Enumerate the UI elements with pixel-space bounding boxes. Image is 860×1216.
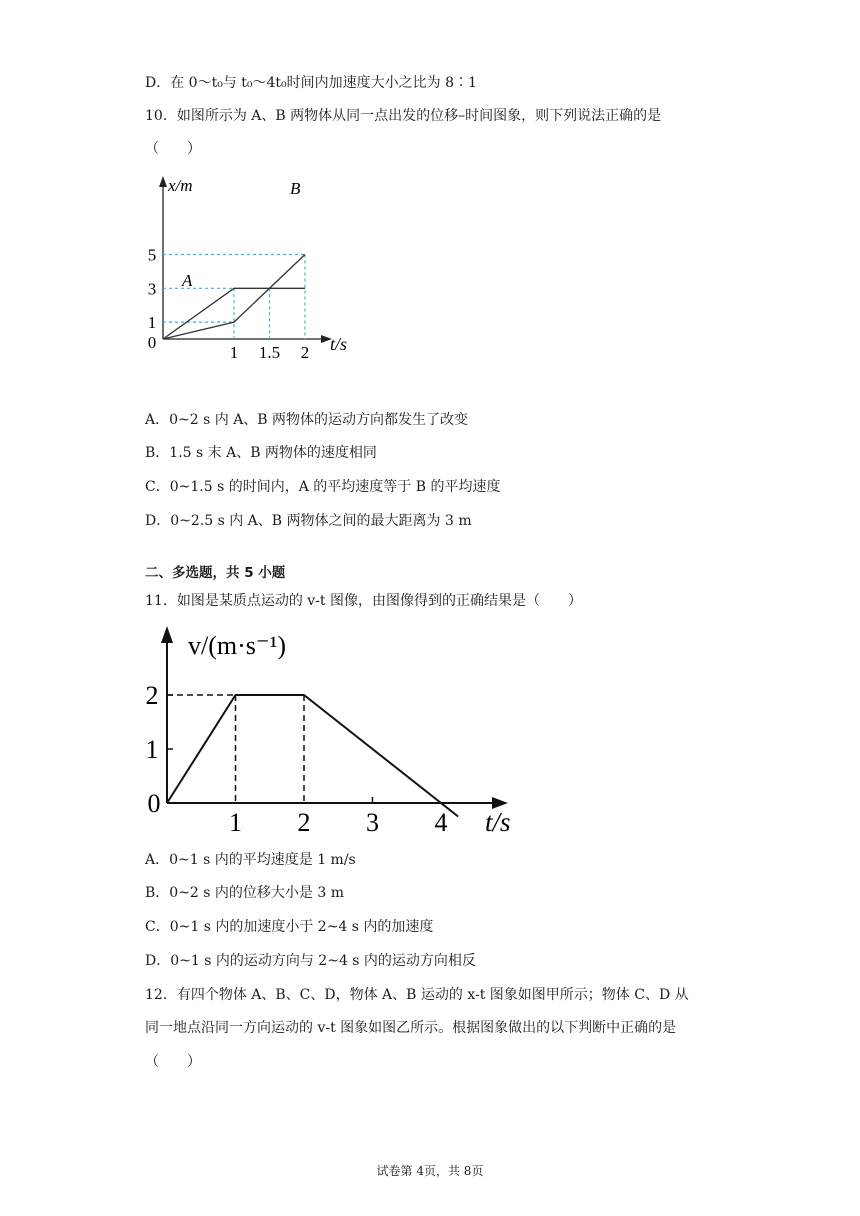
series-line	[167, 695, 458, 817]
q10-answer-paren: （ ）	[145, 141, 201, 157]
q11-stem: 11．如图是某质点运动的 v-t 图像，由图像得到的正确结果是（ ）	[145, 593, 582, 609]
q10-option-c: C．0~1.5 s 的时间内，A 的平均速度等于 B 的平均速度	[145, 479, 501, 495]
x-tick-label: 1.5	[258, 343, 281, 362]
y-tick-label: 1	[147, 313, 157, 333]
series-label-A: A	[182, 271, 193, 290]
q12-answer-paren: （ ）	[145, 1054, 201, 1070]
x-axis-label: t/s	[485, 807, 511, 837]
x-tick-label: 4	[434, 808, 448, 837]
x-tick-label: 1	[229, 343, 239, 362]
origin-label: 0	[147, 789, 161, 818]
q10-stem: 10．如图所示为 A、B 两物体从同一点出发的位移–时间图象，则下列说法正确的是	[145, 108, 662, 124]
q10-xt-chart	[140, 170, 370, 370]
q11-option-b: B．0~2 s 内的位移大小是 3 m	[145, 885, 345, 901]
q11-option-a: A．0~1 s 内的平均速度是 1 m/s	[145, 852, 356, 868]
q11-option-d: D．0~1 s 内的运动方向与 2~4 s 内的运动方向相反	[145, 953, 476, 969]
x-tick-label: 2	[297, 808, 311, 837]
x-axis-label: t/s	[330, 334, 348, 354]
y-tick-label: 2	[145, 681, 159, 710]
q12-stem-line1: 12．有四个物体 A、B、C、D，物体 A、B 运动的 x-t 图象如图甲所示；物体 C、D 从	[145, 987, 689, 1003]
y-tick-label: 1	[145, 735, 159, 764]
origin-label: 0	[147, 333, 157, 352]
x-tick-label: 3	[366, 808, 379, 837]
y-axis-arrow	[159, 176, 167, 187]
q9-option-d: D．在 0～t₀与 t₀～4t₀时间内加速度大小之比为 8∶1	[145, 75, 477, 91]
y-axis-label: v/(m·s⁻¹)	[188, 631, 287, 660]
y-tick-label: 5	[147, 245, 157, 265]
y-axis-arrow	[161, 626, 173, 643]
y-tick-label: 3	[147, 279, 157, 299]
page-footer: 试卷第 4页，共 8页	[376, 1164, 484, 1178]
q12-stem-line2: 同一地点沿同一方向运动的 v-t 图象如图乙所示。根据图象做出的以下判断中正确的是	[145, 1020, 677, 1036]
section-heading: 二、多选题，共 5 小题	[145, 565, 286, 581]
x-tick-label: 2	[300, 343, 310, 362]
q10-option-b: B．1.5 s 末 A、B 两物体的速度相同	[145, 445, 377, 461]
series-label-B: B	[290, 179, 301, 198]
y-axis-label: x/m	[168, 176, 193, 195]
q11-option-c: C．0~1 s 内的加速度小于 2~4 s 内的加速度	[145, 919, 434, 935]
q10-option-d: D．0~2.5 s 内 A、B 两物体之间的最大距离为 3 m	[145, 513, 472, 529]
q11-vt-chart	[140, 618, 540, 844]
q10-option-a: A．0~2 s 内 A、B 两物体的运动方向都发生了改变	[145, 412, 469, 428]
x-tick-label: 1	[229, 808, 242, 837]
